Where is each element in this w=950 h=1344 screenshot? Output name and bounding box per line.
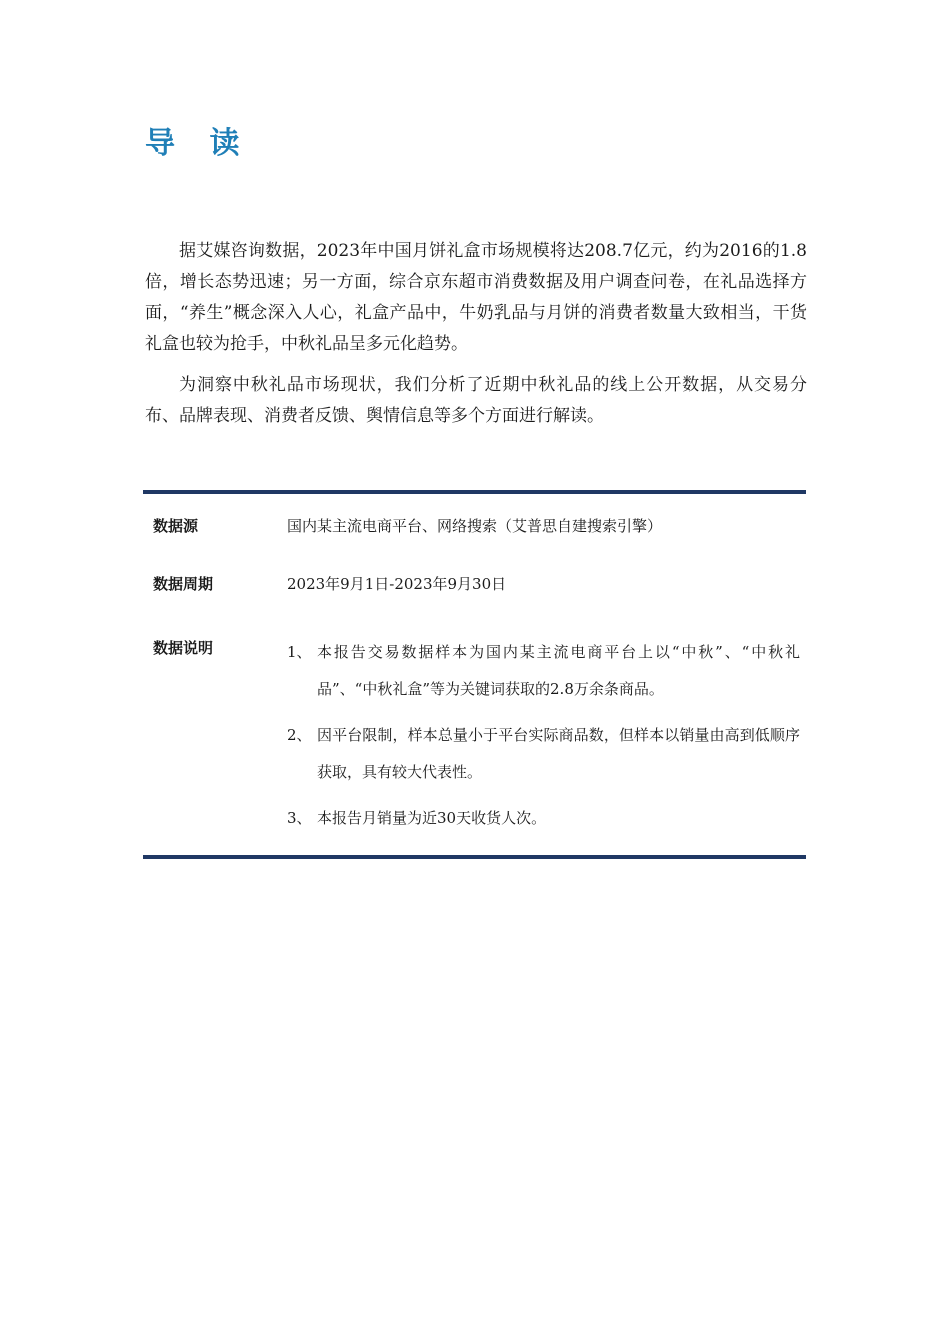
data-info-table xyxy=(143,490,806,859)
notes-list xyxy=(287,634,806,837)
row-value: 2023年9月1日-2023年9月30日 xyxy=(287,575,507,593)
list-item xyxy=(287,717,806,791)
note-number: 3、 xyxy=(287,809,312,827)
list-item xyxy=(287,634,806,708)
intro-paragraph: 为洞察中秋礼品市场现状，我们分析了近期中秋礼品的线上公开数据，从交易分布、品牌表现、消费者反馈、舆情信息等多个方面进行解读。 xyxy=(145,375,807,426)
table-row-data-period xyxy=(143,562,806,624)
note-text: 因平台限制，样本总量小于平台实际商品数，但样本以销量由高到低顺序获取，具有较大代表性。 xyxy=(317,726,800,781)
row-label: 数据说明 xyxy=(153,639,214,657)
intro-section xyxy=(145,236,807,442)
list-item xyxy=(287,800,806,837)
note-number: 2、 xyxy=(287,726,312,744)
row-value: 国内某主流电商平台、网络搜索（艾普思自建搜索引擎） xyxy=(287,517,663,535)
table-row-data-source xyxy=(143,494,806,562)
table-row-data-notes xyxy=(143,624,806,855)
intro-paragraph: 据艾媒咨询数据，2023年中国月饼礼盒市场规模将达208.7亿元，约为2016的1.8倍，增长态势迅速；另一方面，综合京东超市消费数据及用户调查问卷，在礼品选择方面，“养生”概念深入人心，礼盒产品中，牛奶乳品与月饼的消费者数量大致相当，干货礼盒也较为抢手，中秋礼品呈多元化趋势。 xyxy=(145,241,807,354)
note-number: 1、 xyxy=(287,643,312,661)
page-title: 导 读 xyxy=(145,126,252,161)
note-text: 本报告交易数据样本为国内某主流电商平台上以“中秋”、“中秋礼品”、“中秋礼盒”等为关键词获取的2.8万余条商品。 xyxy=(317,643,800,698)
row-label: 数据周期 xyxy=(153,575,214,593)
note-text: 本报告月销量为近30天收货人次。 xyxy=(317,809,547,827)
row-label: 数据源 xyxy=(153,517,199,535)
